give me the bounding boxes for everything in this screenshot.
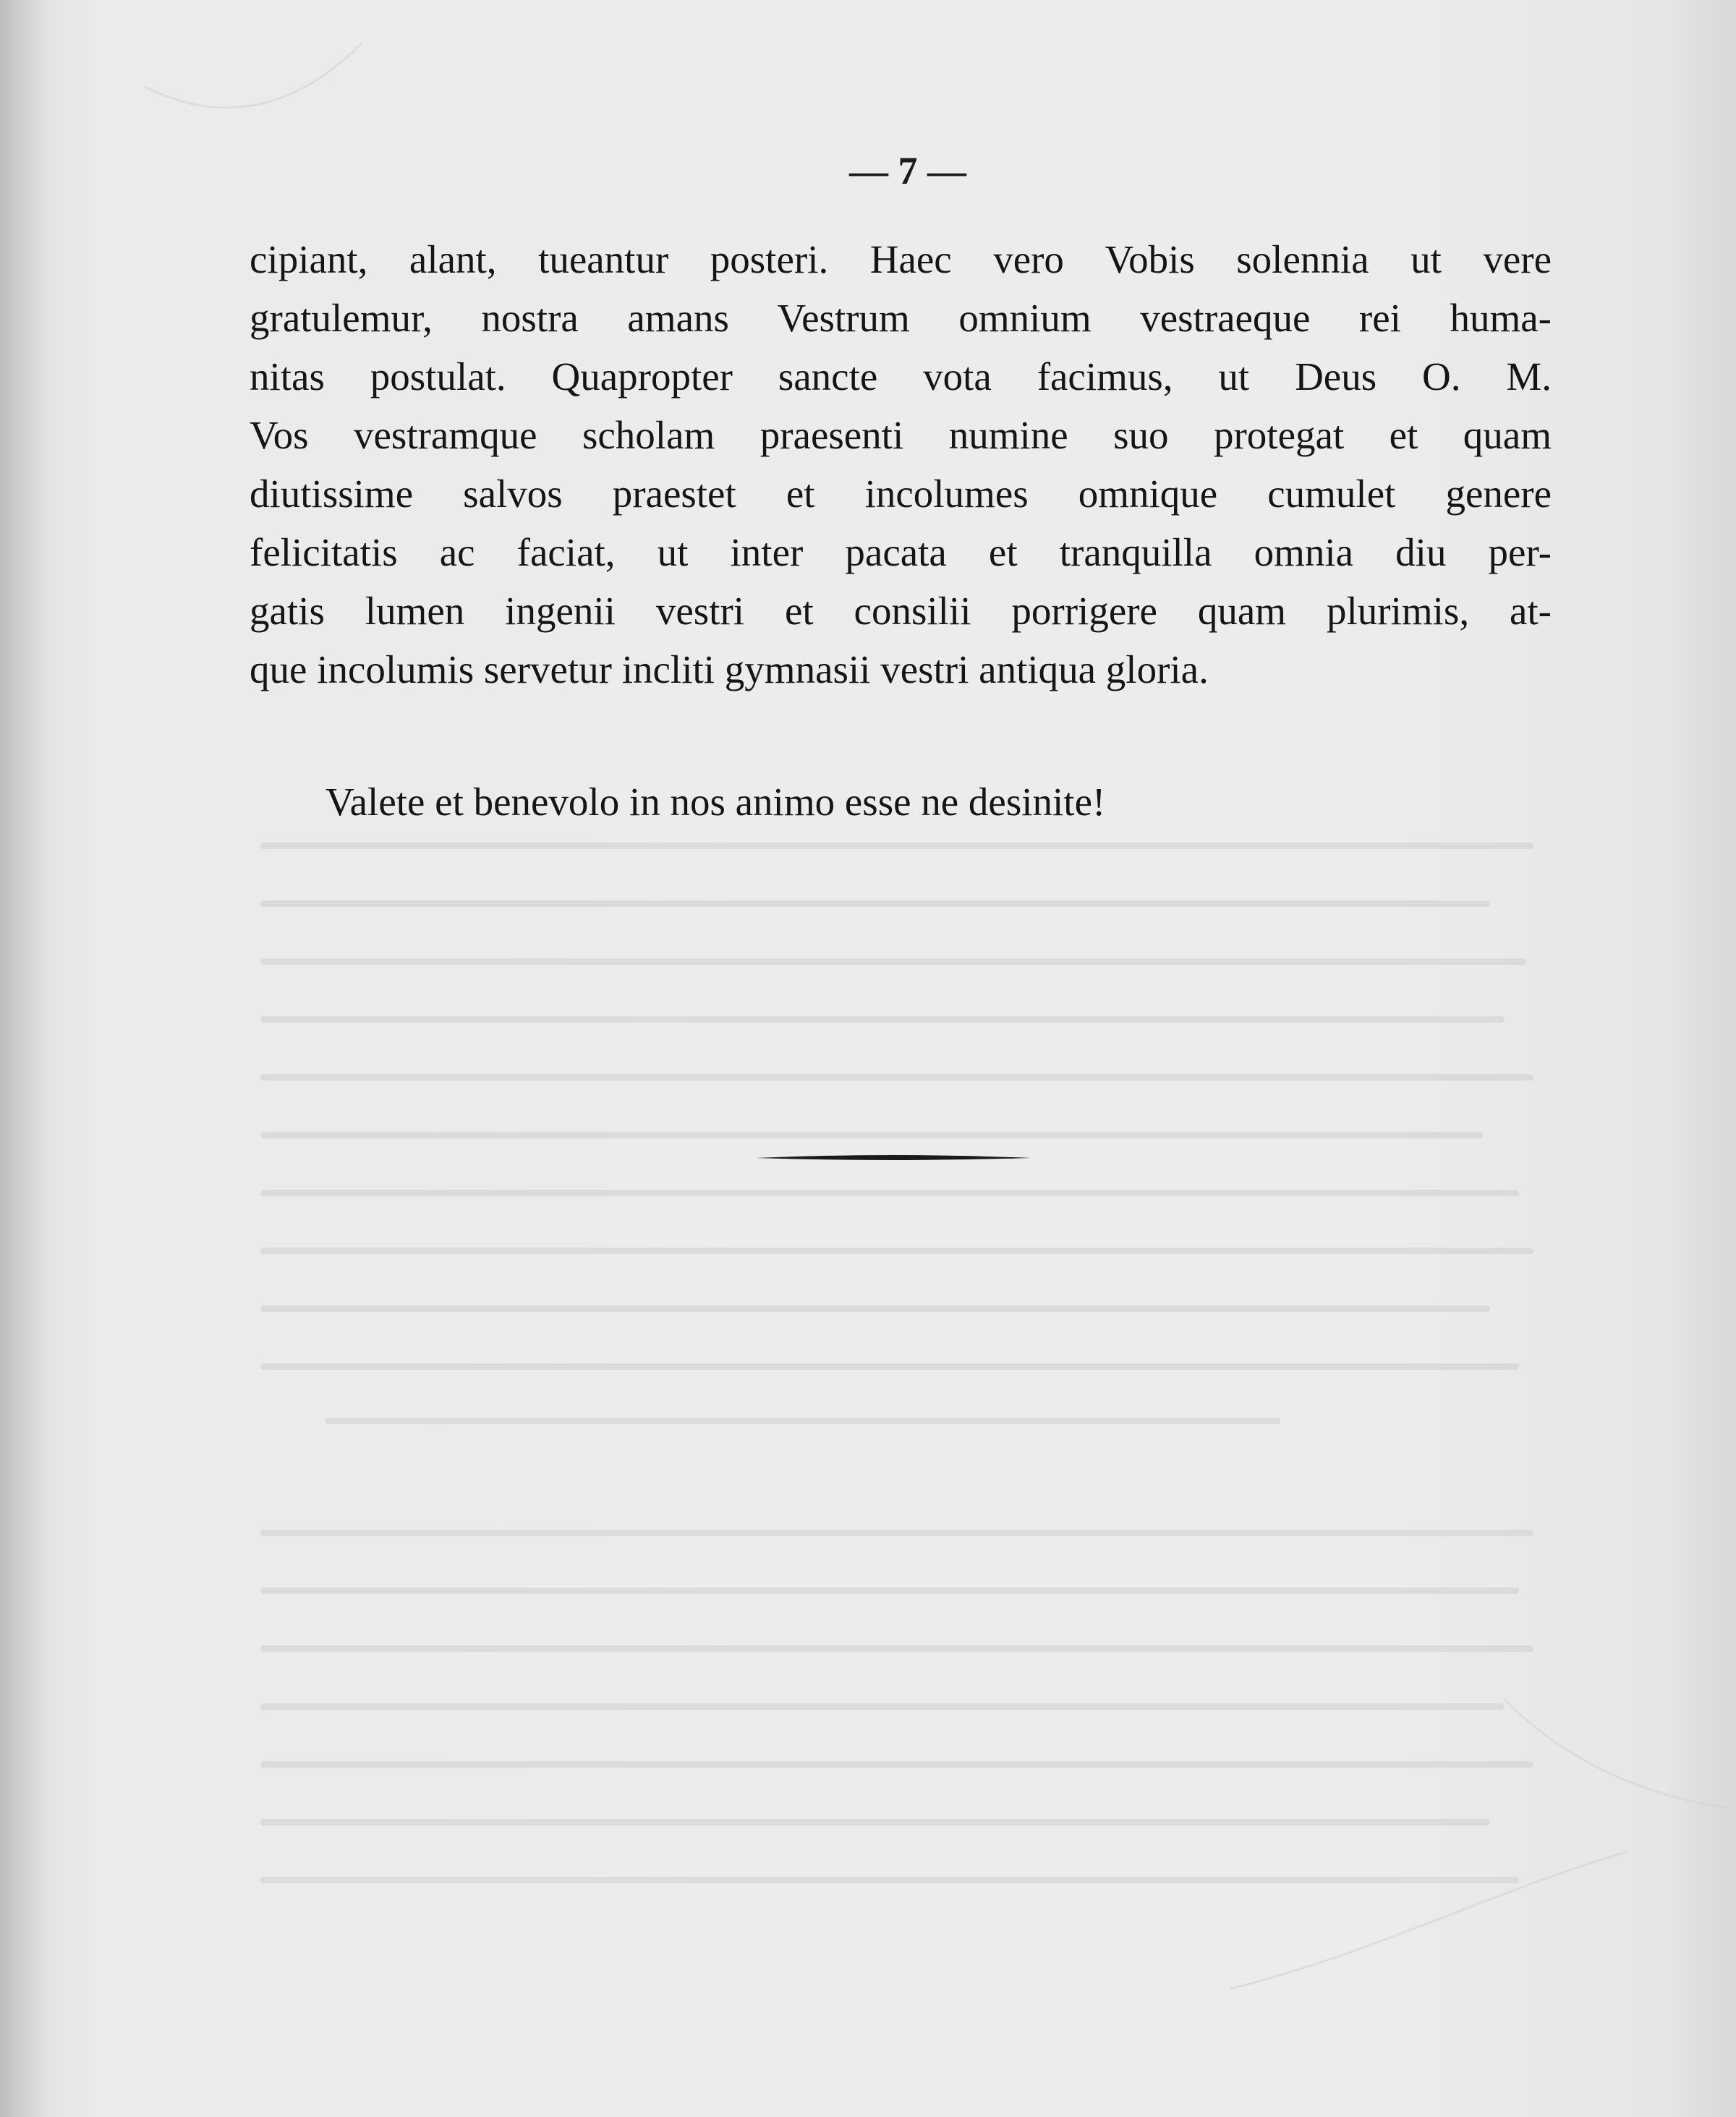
paragraph-line: nitas postulat. Quapropter sancte vota facimus, ut Deus O. M. [250,354,1552,399]
binding-shadow [0,0,51,2117]
paragraph-line: gatis lumen ingenii vestri et consilii porrigere quam plurimis, at- [250,589,1552,633]
paragraph-line: gratulemur, nostra amans Vestrum omnium vestraeque rei huma- [250,296,1552,340]
page-number: — 7 — [849,149,966,192]
paragraph-line: Vos vestramque scholam praesenti numine suo protegat et quam [250,413,1552,457]
paragraph-line: que incolumis servetur incliti gymnasii vestri antiqua gloria. [250,647,1209,691]
paragraph-line: felicitatis ac faciat, ut inter pacata et tranquilla omnia diu per- [250,530,1552,574]
valediction: Valete et benevolo in nos animo esse ne desinite! [326,780,1106,824]
paragraph-line: diutissime salvos praestet et incolumes omnique cumulet genere [250,472,1552,516]
paragraph-line: cipiant, alant, tueantur posteri. Haec vero Vobis solennia ut vere [250,237,1552,281]
main-paragraph [250,230,1552,699]
end-ornament-rule [756,1151,1031,1164]
